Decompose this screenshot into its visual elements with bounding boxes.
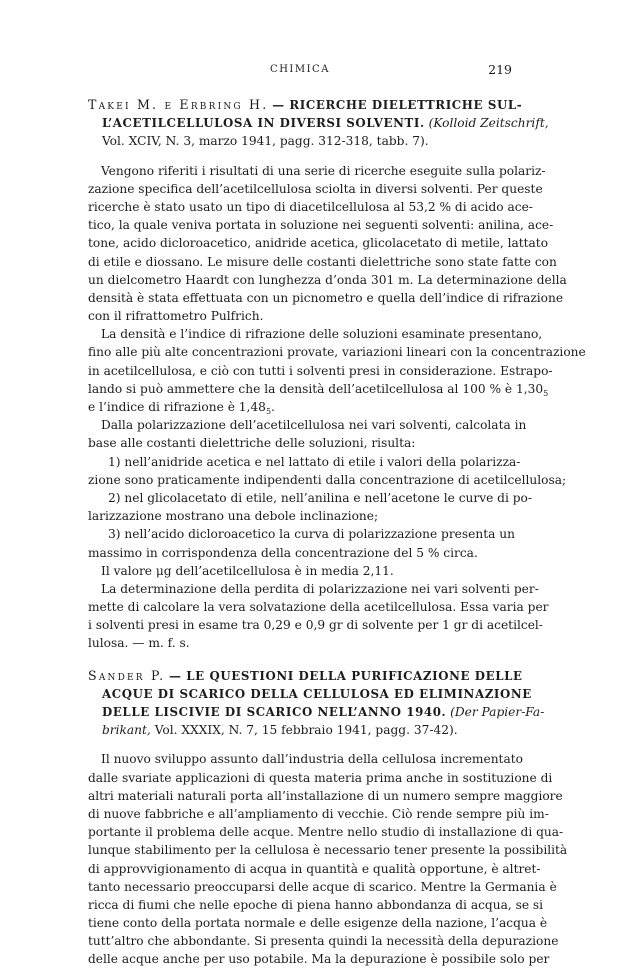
article-heading-line [88,96,523,114]
text-line: La densità e l’indice di rifrazione delle soluzioni esaminate presentano, [101,327,543,342]
article-title-line: DELLE LISCIVIE DI SCARICO NELL’ANNO 1940. [102,705,447,719]
text-line: Il valore μg dell’acetilcellulosa è in media 2,11. [101,563,394,578]
subscript: 5 [543,388,549,398]
text-line: dalle svariate applicazioni di questa materia prima anche in sostituzione di [88,770,553,785]
list-item-line: larizzazione mostrano una debole inclinazione; [88,509,379,524]
text-segment: lando si può ammettere che la densità dell’acetilcellulosa al 100 % è 1,30 [88,381,544,396]
text-line: di approvvigionamento di acqua in quantità e qualità opportune, è altret- [88,861,541,876]
text-line: portante il problema delle acque. Mentre nello studio di installazione di qua- [88,825,564,840]
article-citation-journal: (Der Papier-Fa- [450,705,545,719]
text-line: tico, la quale veniva portata in soluzione nei seguenti solventi: anilina, ace- [88,218,554,233]
page-header [88,62,512,78]
text-line: lunque stabilimento per la cellulosa è necessario tener presente la possibilità [88,843,568,858]
article-heading-line [88,685,532,703]
text-line: Vengono riferiti i risultati di una serie di ricerche eseguite sulla polariz- [101,163,546,178]
text-line: densità è stata effettuata con un picnometro e quella dell’indice di rifrazione [88,290,564,305]
text-line: in acetilcellulosa, e ciò con tutti i solventi presi in considerazione. Estrapo- [88,363,553,378]
article-title-line: — RICERCHE DIELETTRICHE SUL- [272,98,523,112]
list-item-line: 3) nell’acido dicloroacetico la curva di polarizzazione presenta un [108,527,515,542]
text-line: e l’indice di rifrazione è $1,48_5$. [88,400,275,416]
article-heading-line [88,667,523,685]
article-author: Takei M. e Erbring H. [88,97,269,112]
list-item-line: massimo in corrispondenza della concentrazione del 5 % circa. [88,545,478,560]
text-line: Dalla polarizzazione dell’acetilcellulosa nei vari solventi, calcolata in [101,418,527,433]
article-heading-line [88,114,549,132]
article-citation: Vol. XCIV, N. 3, marzo 1941, pagg. 312-318, tabb. 7). [102,134,429,149]
article-heading-line [88,703,545,721]
article-title-line: L’ACETILCELLULOSA IN DIVERSI SOLVENTI. [102,116,425,131]
running-head: CHIMICA [270,64,330,75]
article-title-line: ACQUE DI SCARICO DELLA CELLULOSA ED ELIMINAZIONE [102,686,532,701]
text-line: ricca di fiumi che nelle epoche di piena hanno abbondanza di acqua, se si [88,897,544,912]
page-content [88,96,586,969]
list-item-line: 1) nell’anidride acetica e nel lattato di etile i valori della polarizza- [108,454,521,469]
text-line: con il rifrattometro Pulfrich. [88,309,264,324]
text-segment: e l’indice di rifrazione è 1,48 [88,400,266,414]
text-line: lulosa. — m. f. s. [88,636,190,651]
text-line: Il nuovo sviluppo assunto dall’industria della cellulosa incrementato [101,752,523,767]
text-line: tiene conto della portata normale e delle esigenze della nazione, l’acqua è [88,916,548,931]
text-line: tanto necessario preoccuparsi delle acque di scarico. Mentre la Germania è [88,879,557,894]
text-line: mette di calcolare la vera solvatazione della acetilcellulosa. Essa varia per [88,600,549,615]
article-author: Sander P. [88,667,166,683]
article-citation-rest: Vol. XXXIX, N. 7, 15 febbraio 1941, pagg. 37-42). [154,723,458,738]
list-item-line: zione sono praticamente indipendenti dalla concentrazione di acetilcellulosa; [88,472,567,487]
text-line: tone, acido dicloroacetico, anidride acetica, glicolacetato di metile, lattato [88,236,549,251]
list-item-line: 2) nel glicolacetato di etile, nell’anilina e nell’acetone le curve di po- [108,490,533,505]
text-line: delle acque anche per uso potabile. Ma la depurazione è possibile solo per [88,952,550,967]
text-line: un dielcometro Haardt con lunghezza d’onda 301 m. La determinazione della [88,272,567,287]
text-line: fino alle più alte concentrazioni provate, variazioni lineari con la concentrazione [88,345,586,360]
text-line: La determinazione della perdita di polarizzazione nei vari solventi per- [101,581,539,596]
article-citation-journal: brikant, [102,723,151,738]
text-line: di etile e diossano. Le misure delle costanti dielettriche sono state fatte con [88,254,557,269]
text-line: base alle costanti dielettriche delle soluzioni, risulta: [88,436,416,451]
article-takei [88,96,586,653]
text-line [88,380,549,398]
article-citation-journal: (Kolloid Zeitschrift, [428,116,549,131]
text-line: tutt’altro che abbondante. Si presenta quindi la necessità della depurazione [88,934,559,949]
article-title-line: — LE QUESTIONI DELLA PURIFICAZIONE DELLE [169,668,523,683]
text-line: altri materiali naturali porta all’installazione di un numero sempre maggiore [88,788,563,803]
article-sander [88,667,568,969]
text-line: di nuove fabbriche e all’ampliamento di vecchie. Ciò rende sempre più im- [88,806,549,821]
text-line: zazione specifica dell’acetilcellulosa sciolta in diversi solventi. Per queste [88,181,543,196]
page-number: 219 [488,62,512,77]
text-line: ricerche è stato usato un tipo di diacetilcellulosa al 53,2 % di acido ace- [88,199,533,214]
article-citation [88,721,512,739]
subscript: 5 [265,407,272,416]
text-line: i solventi presi in esame tra 0,29 e 0,9 gr di solvente per 1 gr di acetilcel- [88,618,543,633]
